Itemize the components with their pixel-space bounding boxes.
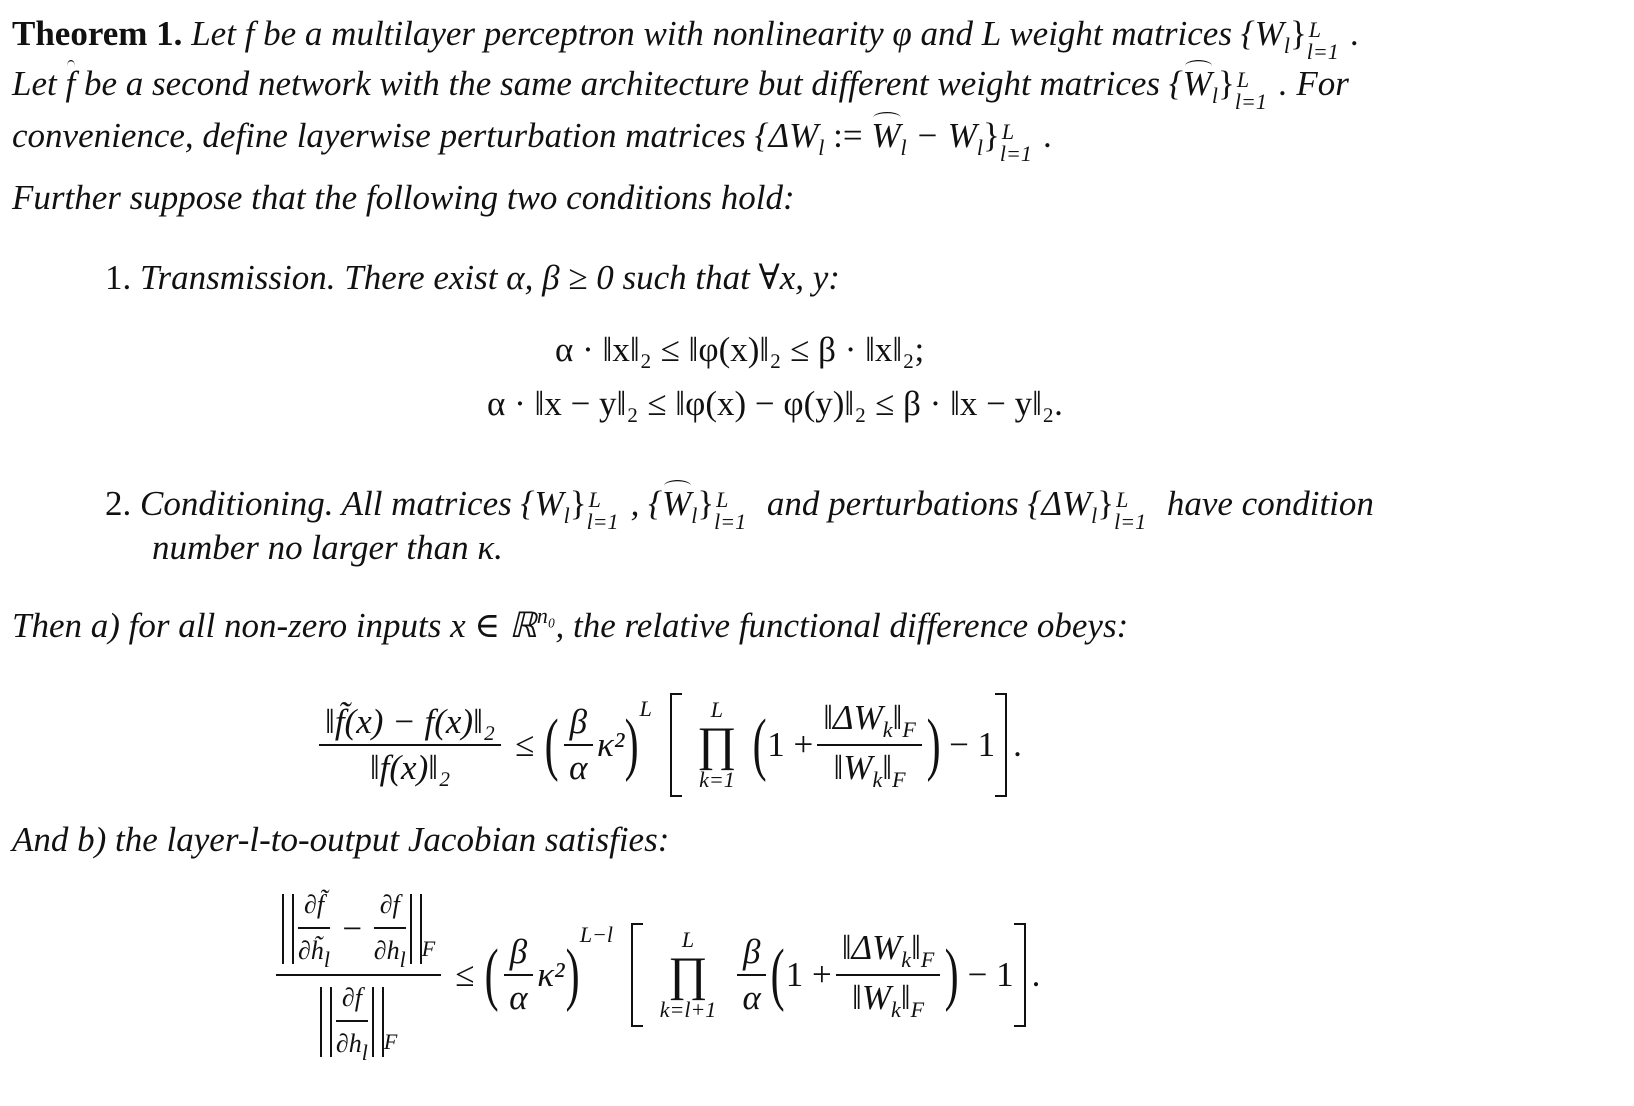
theorem-line-2: Let f be a second network with the same architecture but different weight matrices $\{W_l\}$ L l=1 . For <box>12 64 1349 114</box>
condition-1-eq-1: α · ‖x‖₂ ≤ ‖φ(x)‖₂ ≤ β · ‖x‖₂; <box>555 330 925 369</box>
theorem-line1-text: Let f be a multilayer perceptron with nonlinearity φ and L weight matrices {W <box>191 14 1284 53</box>
f-tilde-symbol: f <box>65 64 76 103</box>
condition-1: 1. Transmission. There exist α, β ≥ 0 such that ∀x, y: <box>105 258 840 297</box>
condition-2-line-2: number no larger than κ. <box>152 528 503 567</box>
condition-1-eq-2: α · ‖x − y‖₂ ≤ ‖φ(x) − φ(y)‖₂ ≤ β · ‖x − y‖₂. <box>487 384 1063 423</box>
eq-b-lhs-fraction: $\frac{\partial f̃}{\partial h̃_l}$ − $\frac{\partial f}{\partial h_l}$ F $\frac{\partial f}{\partial h_l}$ F <box>276 885 441 1065</box>
conclusion-a-text: Then a) for all non-zero inputs x ∈ ℝ$^{n_0}$, the relative functional difference obeys: <box>12 603 1129 645</box>
product-symbol-b: L ∏ k=l+1 <box>659 927 717 1022</box>
theorem-line-3: convenience, define layerwise perturbation matrices {$\Delta W_l$ := $W_l - W_l$} L l=1 . <box>12 116 1053 166</box>
equation-b: $\frac{\partial f̃}{\partial h̃_l}$ − $\frac{\partial f}{\partial h_l}$ F $\frac{\partial f}{\partial h_l}$ F ≤ ( $\frac{\beta}{\alpha}$ κ² ) L−l L ∏ k=l+1 $\frac{\beta}{\alpha}$ ( 1 + $\frac{‖\Delta W_k‖_F}{‖W_k‖_F}$ ) − 1 . <box>272 900 1040 1050</box>
theorem-label: Theorem 1. <box>12 14 183 53</box>
theorem-line-1: Theorem 1. Let f be a multilayer perceptron with nonlinearity φ and L weight matrices $\{W_l\}$ L l=1 . <box>12 14 1360 64</box>
further-suppose-text: Further suppose that the following two conditions hold: <box>12 178 795 217</box>
eq-a-lhs-fraction: $\frac{\text{‖f̃(x) − f(x)‖₂}}{\text{‖f(x)‖₂}}$ <box>319 702 501 788</box>
conclusion-b-text: And b) the layer-l-to-output Jacobian satisfies: <box>12 820 670 859</box>
equation-a: $\frac{\text{‖f̃(x) − f(x)‖₂}}{\text{‖f(x)‖₂}}$ ≤ ( $\frac{\beta}{\alpha}$ κ² ) L L ∏ k=1 ( 1 + $\frac{‖\Delta W_k‖_F}{‖W_k‖_F}$ ) − 1 . <box>315 690 1022 800</box>
condition-2: 2. Conditioning. All matrices $\{W_l\}$ L l=1 , $\{W_l\}$ L l=1 and perturbations $\{\Delta W_l\}$ L l=1 have condition <box>105 484 1374 534</box>
product-symbol: L ∏ k=1 <box>697 697 737 792</box>
